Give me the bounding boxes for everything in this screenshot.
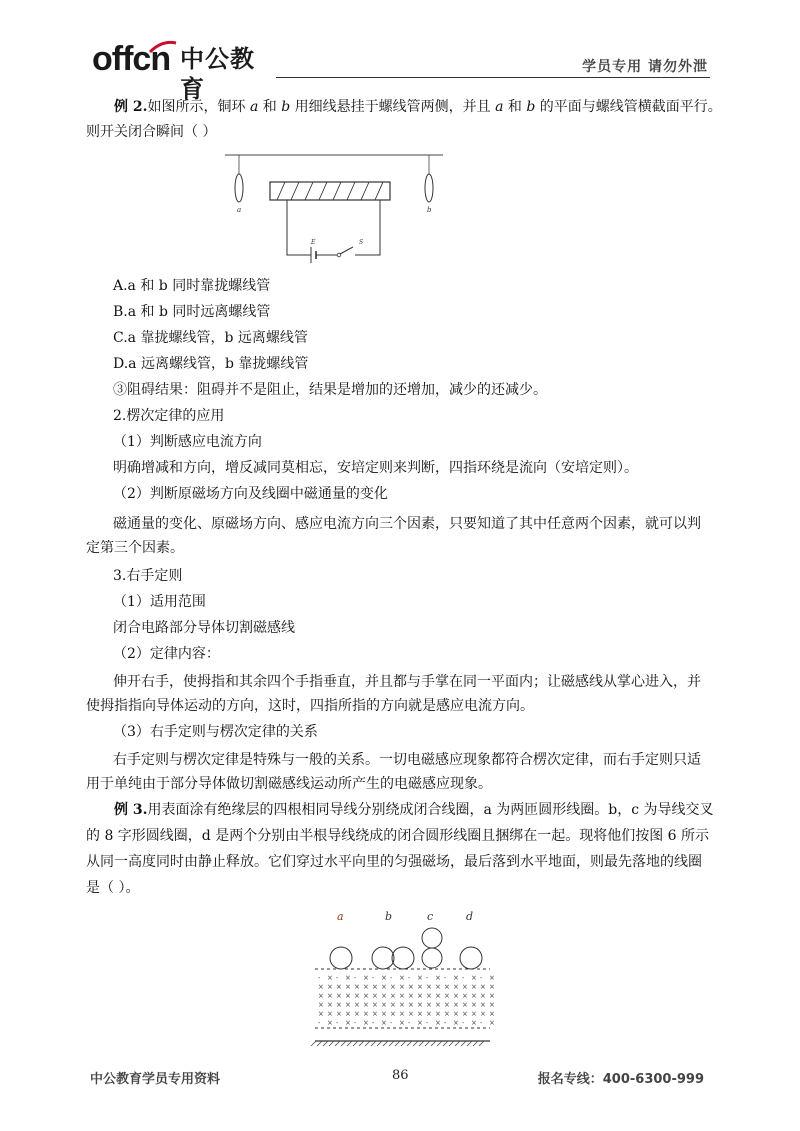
field-cross: -: [372, 1019, 375, 1027]
ground-hatch-line: [323, 1041, 328, 1046]
body-p9: 闭合电路部分导体切割磁感线: [113, 620, 295, 636]
body-p4: 明确增减和方向，增反减同莫相忘，安培定则来判断，四指环绕是流向（安培定则）。: [113, 460, 638, 476]
ground-hatch-line: [431, 1041, 436, 1046]
coil-c-top: [422, 928, 442, 948]
ground-hatch-line: [467, 1041, 472, 1046]
field-cross: -: [336, 974, 339, 982]
field-cross: ×: [480, 1001, 486, 1009]
field-cross: ×: [399, 992, 405, 1000]
field-cross: ×: [408, 1001, 414, 1009]
coil-b-left: [372, 947, 394, 969]
field-cross: ×: [462, 992, 468, 1000]
offcn-logo: [92, 38, 272, 103]
example2-text-b: 用细线悬挂于螺线管两侧，并且: [290, 99, 496, 115]
ground-hatch-line: [437, 1041, 442, 1046]
ground-hatch-line: [401, 1041, 406, 1046]
field-cross: ×: [363, 983, 369, 991]
ring-b: [425, 174, 433, 202]
ground-hatch-line: [461, 1041, 466, 1046]
body-p3: （1）判断感应电流方向: [113, 434, 262, 450]
field-cross: ×: [462, 1010, 468, 1018]
coil-b-right: [392, 947, 414, 969]
field-cross: ×: [354, 983, 360, 991]
ground-hatch-line: [377, 1041, 382, 1046]
logo-chinese: 中公教育: [180, 45, 255, 103]
coil-a: [330, 947, 352, 969]
field-cross: ×: [444, 992, 450, 1000]
field-cross: ×: [426, 992, 432, 1000]
field-cross: ×: [471, 983, 477, 991]
field-cross: ×: [345, 1019, 351, 1027]
ground-hatch-line: [479, 1041, 484, 1046]
field-cross: ×: [399, 1010, 405, 1018]
field-cross: ×: [453, 1001, 459, 1009]
field-cross: ×: [336, 983, 342, 991]
field-cross: -: [336, 1019, 339, 1027]
field-cross: ×: [354, 992, 360, 1000]
field-cross: ×: [363, 1010, 369, 1018]
ground-hatch-line: [395, 1041, 400, 1046]
field-cross: -: [390, 974, 393, 982]
field-cross: ×: [354, 1010, 360, 1018]
field-cross: -: [462, 974, 465, 982]
ground-hatch-line: [407, 1041, 412, 1046]
field-cross: ×: [372, 983, 378, 991]
example2-label: 例 2.: [114, 99, 148, 115]
example2-text-c: 的平面与螺线管横截面平行。: [535, 99, 722, 115]
field-cross: ×: [381, 974, 387, 982]
coil-label-a: a: [337, 910, 344, 923]
field-cross: ×: [327, 1001, 333, 1009]
field-cross: ×: [327, 1019, 333, 1027]
field-cross: ×: [489, 1001, 495, 1009]
field-cross: ×: [363, 1001, 369, 1009]
body-p13a: 右手定则与楞次定律是特殊与一般的关系。一切电磁感应现象都符合楞次定律，而右手定则只适: [113, 752, 701, 768]
field-cross: ×: [453, 1010, 459, 1018]
field-cross: -: [408, 1019, 411, 1027]
field-cross: ×: [426, 1001, 432, 1009]
field-cross: ×: [489, 992, 495, 1000]
ground-hatch-line: [449, 1041, 454, 1046]
field-cross: -: [462, 1019, 465, 1027]
field-cross: ×: [417, 1019, 423, 1027]
ground-hatch-line: [365, 1041, 370, 1046]
body-p11a: 伸开右手，使拇指和其余四个手指垂直，并且都与手掌在同一平面内；让磁感线从掌心进入，并: [113, 674, 701, 690]
field-cross: -: [318, 974, 321, 982]
field-cross: ×: [435, 1019, 441, 1027]
field-cross: ×: [480, 992, 486, 1000]
field-cross: ×: [417, 974, 423, 982]
logo-swoosh-icon: [148, 40, 178, 54]
field-cross: ×: [417, 992, 423, 1000]
field-cross: ×: [381, 992, 387, 1000]
ground-hatch-line: [383, 1041, 388, 1046]
field-cross: ×: [453, 983, 459, 991]
example2-text-mid: 和: [258, 99, 282, 115]
ground-hatch-line: [389, 1041, 394, 1046]
page-number: 86: [392, 1068, 409, 1083]
ring-a: [235, 174, 243, 202]
field-cross: ×: [408, 1010, 414, 1018]
example3-line3: 从同一高度同时由静止释放。它们穿过水平向里的匀强磁场，最后落到水平地面，则最先落地的线圈: [86, 854, 702, 870]
example3-line4: 是（ ）。: [86, 880, 140, 896]
example2-text-mid-2: 和: [503, 99, 527, 115]
field-cross: ×: [327, 983, 333, 991]
field-cross: ×: [399, 983, 405, 991]
field-cross: ×: [462, 1001, 468, 1009]
field-cross: ×: [435, 1001, 441, 1009]
ground-hatch-line: [311, 1041, 316, 1046]
field-cross: ×: [336, 992, 342, 1000]
field-cross: ×: [435, 992, 441, 1000]
field-cross: -: [426, 974, 429, 982]
field-cross: ×: [345, 974, 351, 982]
field-cross: ×: [408, 992, 414, 1000]
field-cross: ×: [345, 983, 351, 991]
ground-hatch-line: [455, 1041, 460, 1046]
example3-label: 例 3.: [114, 802, 148, 818]
field-cross: ×: [381, 1019, 387, 1027]
field-cross: ×: [345, 992, 351, 1000]
header-notice: 学员专用 请勿外泄: [582, 59, 708, 75]
field-cross: -: [318, 1019, 321, 1027]
ground-hatch-line: [317, 1041, 322, 1046]
field-cross: ×: [399, 974, 405, 982]
coil-label-c: c: [427, 910, 434, 923]
field-cross: ×: [426, 1010, 432, 1018]
field-cross: ×: [390, 1001, 396, 1009]
body-p6a: 磁通量的变化、原磁场方向、感应电流方向三个因素，只要知道了其中任意两个因素，就可以判: [113, 516, 701, 532]
field-cross: ×: [453, 974, 459, 982]
example3-text-1: 用表面涂有绝缘层的四根相同导线分别绕成闭合线圈，a 为两匝圆形线圈。b，c 为导线交叉: [147, 802, 714, 818]
field-cross: ×: [327, 974, 333, 982]
logo-english: offcn: [92, 40, 171, 78]
field-cross: ×: [453, 1019, 459, 1027]
field-cross: ×: [471, 1010, 477, 1018]
coils-field-figure: [310, 908, 505, 1048]
field-cross: -: [354, 974, 357, 982]
body-p10: （2）定律内容：: [113, 646, 220, 662]
field-cross: ×: [408, 983, 414, 991]
field-cross: ×: [480, 1010, 486, 1018]
magnetic-field-crosses: [318, 974, 495, 1027]
field-cross: -: [408, 974, 411, 982]
option-a: A.a 和 b 同时靠拢螺线管: [113, 278, 271, 294]
field-cross: ×: [489, 1010, 495, 1018]
field-cross: ×: [417, 1001, 423, 1009]
ground-hatch-line: [347, 1041, 352, 1046]
coil-d: [460, 947, 482, 969]
field-cross: ×: [363, 1019, 369, 1027]
example2-text-a: 如图所示，铜环: [147, 99, 250, 115]
example2-line1: [86, 97, 722, 118]
field-cross: ×: [435, 1010, 441, 1018]
coil-label-b: b: [385, 910, 393, 923]
field-cross: ×: [471, 1001, 477, 1009]
ground-hatch-line: [473, 1041, 478, 1046]
field-cross: ×: [417, 1010, 423, 1018]
label-e: E: [311, 239, 316, 246]
field-cross: ×: [417, 983, 423, 991]
field-cross: ×: [471, 1019, 477, 1027]
body-p11b: 使拇指指向导体运动的方向，这时，四指所指的方向就是感应电流方向。: [86, 698, 534, 714]
header-rule: [276, 77, 710, 78]
field-cross: ×: [381, 983, 387, 991]
ground-hatch-line: [371, 1041, 376, 1046]
field-cross: ×: [453, 992, 459, 1000]
ground-hatch-line: [329, 1041, 334, 1046]
example3-line1: [86, 800, 716, 821]
field-cross: ×: [363, 974, 369, 982]
field-cross: ×: [435, 974, 441, 982]
field-cross: ×: [336, 1001, 342, 1009]
field-cross: ×: [489, 1019, 495, 1027]
var-b-2: b: [526, 99, 536, 115]
footer-hotline: 报名专线：400-6300-999: [537, 1072, 704, 1087]
var-a: a: [249, 99, 259, 115]
field-cross: ×: [489, 974, 495, 982]
body-p7: 3.右手定则: [113, 568, 183, 584]
body-p5: （2）判断原磁场方向及线圈中磁通量的变化: [113, 486, 388, 502]
field-cross: ×: [399, 1001, 405, 1009]
var-b: b: [281, 99, 291, 115]
field-cross: ×: [327, 992, 333, 1000]
field-cross: ×: [372, 1010, 378, 1018]
field-cross: -: [480, 974, 483, 982]
field-cross: ×: [318, 1010, 324, 1018]
ground-hatch-line: [413, 1041, 418, 1046]
field-cross: ×: [345, 1010, 351, 1018]
ground-hatch-line: [335, 1041, 340, 1046]
coil-label-d: d: [466, 910, 474, 923]
var-a-2: a: [495, 99, 504, 115]
field-cross: ×: [444, 983, 450, 991]
ground-hatch-line: [419, 1041, 424, 1046]
field-cross: ×: [390, 983, 396, 991]
body-p8: （1）适用范围: [113, 594, 206, 610]
field-cross: -: [444, 1019, 447, 1027]
field-cross: ×: [480, 983, 486, 991]
field-cross: ×: [354, 1001, 360, 1009]
body-p2: 2.楞次定律的应用: [113, 408, 225, 424]
ground-hatch: [311, 1041, 484, 1046]
body-p6b: 定第三个因素。: [86, 540, 184, 556]
ground-hatch-line: [353, 1041, 358, 1046]
label-s: S: [359, 239, 364, 246]
field-cross: -: [354, 1019, 357, 1027]
label-b: b: [427, 206, 432, 214]
field-cross: -: [444, 974, 447, 982]
field-cross: -: [426, 1019, 429, 1027]
ground-hatch-line: [359, 1041, 364, 1046]
option-d: D.a 远离螺线管，b 靠拢螺线管: [113, 356, 309, 372]
example3-line2: 的 8 字形圆线圈，d 是两个分别由半根导线绕成的闭合圆形线圈且捆绑在一起。现将他们按图 6 所示: [86, 828, 710, 844]
solenoid-circuit-figure: [225, 150, 445, 270]
ground-hatch-line: [443, 1041, 448, 1046]
body-p12: （3）右手定则与楞次定律的关系: [113, 724, 318, 740]
field-cross: ×: [381, 1010, 387, 1018]
option-c: C.a 靠拢螺线管，b 远离螺线管: [113, 330, 308, 346]
field-cross: ×: [462, 983, 468, 991]
solenoid-body: [270, 182, 390, 200]
field-cross: ×: [318, 992, 324, 1000]
field-cross: ×: [471, 974, 477, 982]
field-cross: ×: [327, 1010, 333, 1018]
field-cross: -: [372, 974, 375, 982]
label-a: a: [237, 206, 242, 214]
field-cross: ×: [435, 983, 441, 991]
field-cross: -: [390, 1019, 393, 1027]
option-b: B.a 和 b 同时远离螺线管: [113, 304, 271, 320]
ground-hatch-line: [425, 1041, 430, 1046]
field-cross: ×: [390, 992, 396, 1000]
coil-c-bottom: [422, 948, 442, 968]
field-cross: ×: [363, 992, 369, 1000]
ground-hatch-line: [341, 1041, 346, 1046]
field-cross: ×: [426, 983, 432, 991]
field-cross: ×: [336, 1010, 342, 1018]
field-cross: ×: [318, 1001, 324, 1009]
field-cross: ×: [372, 992, 378, 1000]
field-cross: ×: [318, 983, 324, 991]
field-cross: ×: [489, 983, 495, 991]
field-cross: ×: [372, 1001, 378, 1009]
body-p1: ③阻碍结果：阻碍并不是阻止，结果是增加的还增加，减少的还减少。: [113, 382, 547, 398]
field-cross: ×: [381, 1001, 387, 1009]
example2-line2: 则开关闭合瞬间（ ）: [86, 124, 217, 140]
field-cross: ×: [390, 1010, 396, 1018]
field-cross: ×: [471, 992, 477, 1000]
switch-lever: [340, 247, 353, 254]
footer-left-text: 中公教育学员专用资料: [90, 1072, 221, 1087]
field-cross: ×: [444, 1010, 450, 1018]
field-cross: ×: [345, 1001, 351, 1009]
body-p13b: 用于单纯由于部分导体做切割磁感线运动所产生的电磁感应现象。: [86, 776, 492, 792]
field-cross: -: [480, 1019, 483, 1027]
field-cross: ×: [444, 1001, 450, 1009]
field-cross: ×: [399, 1019, 405, 1027]
